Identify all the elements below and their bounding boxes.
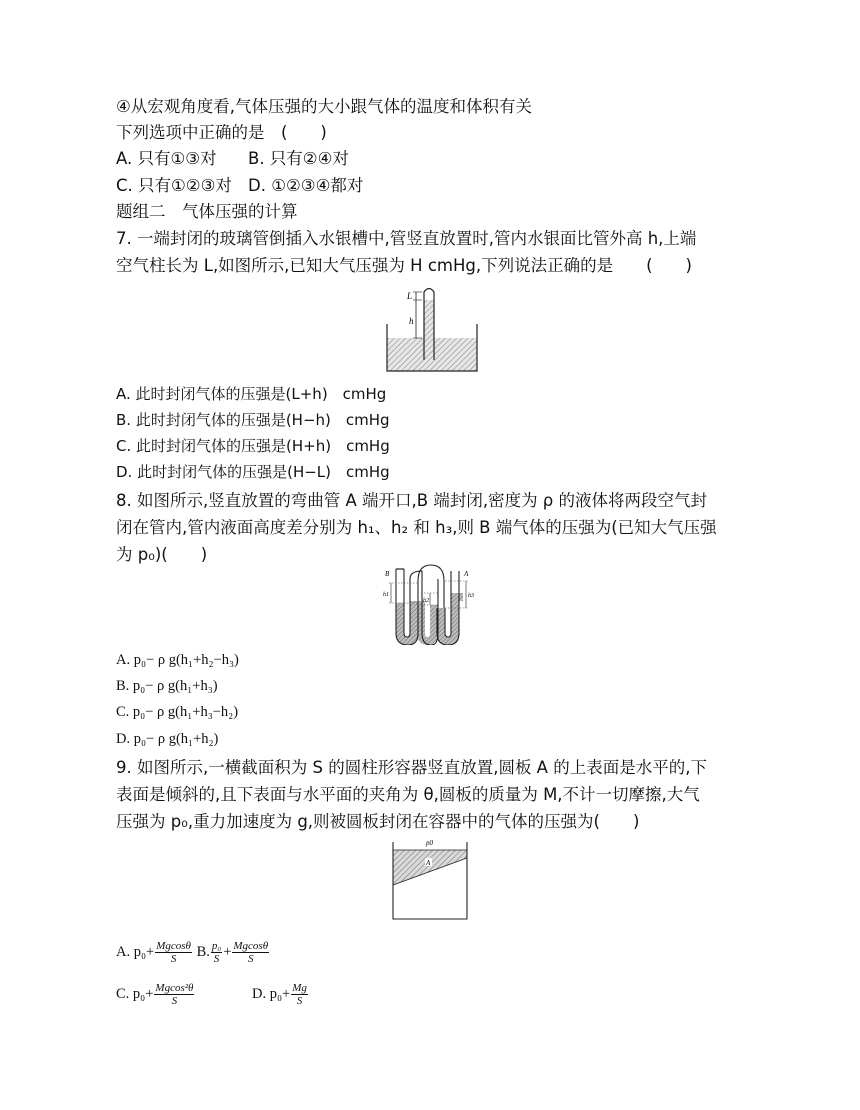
q9-option-a-b: A. p₀+ $\frac{Mgcos\theta}{S}$ B. $\frac{\text{p₀}}{S}$ + $\frac{Mgcos\theta}{S}$ [116,940,269,966]
q8-fig-label-B: B [385,570,390,578]
q6-prompt: 下列选项中正确的是 ( ) [116,123,327,142]
q9-option-a-fraction: $\frac{Mgcos\theta}{S}$ [156,940,191,966]
q9-option-b-fraction-2: $\frac{Mgcos\theta}{S}$ [233,940,269,966]
q9-option-d-fraction: $\frac{Mg}{S}$ [292,982,307,1008]
q8-fig-label-h1: h1 [383,592,389,598]
q8-option-c: C. p₀− ρ g(h₁+h₃−h₂) [116,704,239,720]
q9-figure-cylinder-plate [390,836,470,920]
q6-option-c: C. 只有①②③对 [116,176,232,195]
q6-option-d: D. ①②③④都对 [248,176,364,195]
q8-option-b: B. p₀− ρ g(h₁+h₃) [116,678,218,694]
q9-option-d [252,980,309,1008]
q7-option-a: A. 此时封闭气体的压强是(L+h) cmHg [116,385,387,403]
q7-stem-line1: 7. 一端封闭的玻璃管倒插入水银槽中,管竖直放置时,管内水银面比管外高 h,上端 [116,229,697,248]
q8-option-d: D. p₀− ρ g(h₁+h₂) [116,731,219,747]
q9-fig-label-A: A [426,859,431,867]
q8-stem-line2: 闭在管内,管内液面高度差分别为 h₁、h₂ 和 h₃,则 B 端气体的压强为(已知大气压强 [116,518,717,537]
q8-fig-label-A: A [464,570,469,578]
q9-stem-line2: 表面是倾斜的,且下表面与水平面的夹角为 θ,圆板的质量为 M,不计一切摩擦,大气 [116,785,700,804]
q7-stem-line2: 空气柱长为 L,如图所示,已知大气压强为 H cmHg,下列说法正确的是 ( ) [116,256,692,275]
q7-fig-label-L: L [407,291,413,301]
q9-stem-line3: 压强为 p₀,重力加速度为 g,则被圆板封闭在容器中的气体的压强为( ) [116,812,640,831]
q6-statement-4: ④从宏观角度看,气体压强的大小跟气体的温度和体积有关 [116,97,533,116]
q7-option-c: C. 此时封闭气体的压强是(H+h) cmHg [116,437,390,455]
q6-option-a: A. 只有①③对 [116,149,217,168]
q8-option-a: A. p₀− ρ g(h₁+h₂−h₃) [116,652,239,668]
q6-option-b: B. 只有②④对 [248,149,349,168]
q9-option-c [116,980,195,1008]
q9-fig-label-p0: p0 [426,839,433,847]
q7-figure-tube-in-mercury [386,284,478,372]
q9-option-a-prefix: A. p₀+ [116,944,155,960]
q7-fig-label-h: h [409,316,414,326]
q8-fig-label-h3: h3 [468,593,474,599]
q9-option-b-fraction-1: $\frac{\text{p₀}}{S}$ [211,940,222,966]
q8-stem-line1: 8. 如图所示,竖直放置的弯曲管 A 端开口,B 端封闭,密度为 ρ 的液体将两段空气封 [116,491,708,510]
q8-stem-line3: 为 p₀)( ) [116,545,208,564]
q9-option-c-fraction: $\frac{\text{Mgcos²θ}}{S}$ [155,982,194,1008]
q9-option-b-prefix: B. [196,944,210,960]
group-title: 题组二 气体压强的计算 [116,202,298,221]
q9-stem-line1: 9. 如图所示,一横截面积为 S 的圆柱形容器竖直放置,圆板 A 的上表面是水平的,下 [116,758,707,777]
q8-fig-label-h2: h2 [423,598,429,604]
q7-option-d: D. 此时封闭气体的压强是(H−L) cmHg [116,463,390,481]
q7-option-b: B. 此时封闭气体的压强是(H−h) cmHg [116,411,390,429]
q8-figure-bent-tube [381,563,481,645]
q9-option-d-prefix: D. p₀+ [252,986,291,1002]
q9-option-c-prefix: C. p₀+ [116,986,154,1002]
